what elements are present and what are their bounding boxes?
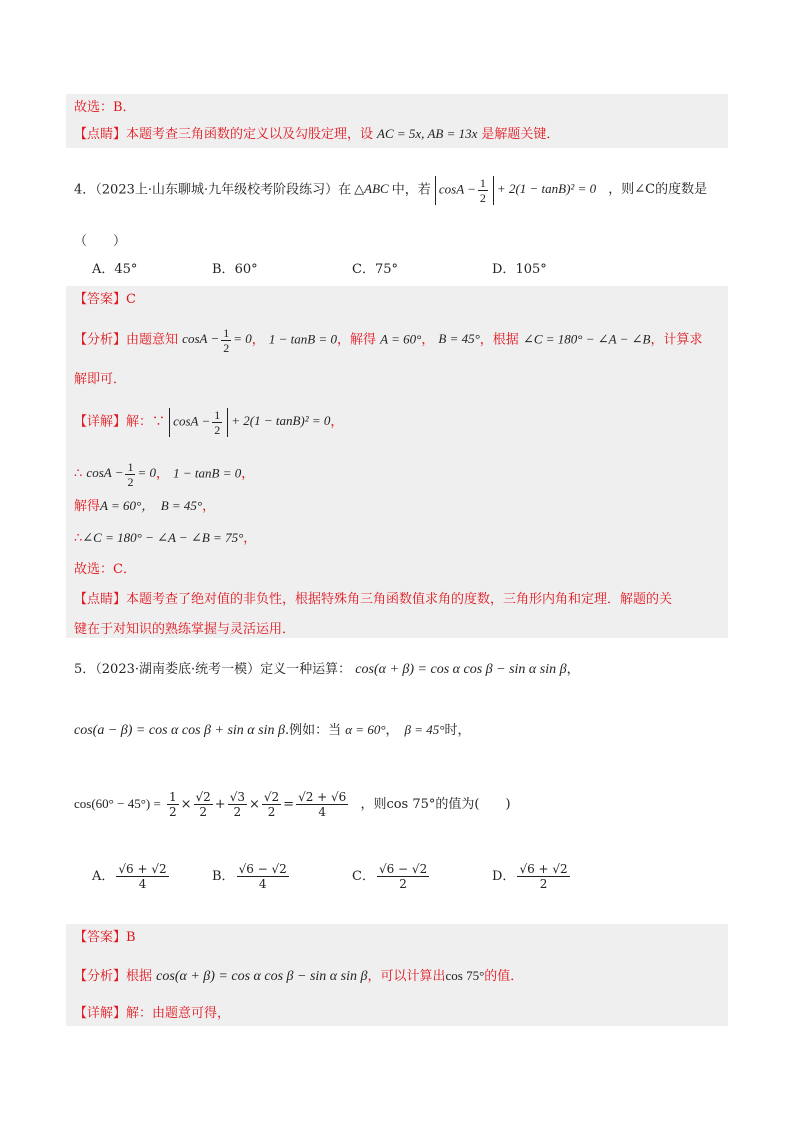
q5-option-c: C． $\frac{√6 - √2}{2}$ xyxy=(352,862,428,891)
q4-step4: ∴∠C = 180° − ∠A − ∠B = 75°， xyxy=(74,530,257,546)
q4-guxuan: 故选：C． xyxy=(74,562,136,577)
q5-xiangjie: 【详解】解：由题意可得， xyxy=(74,1006,231,1021)
q4-option-b: B．60° xyxy=(212,262,258,277)
q4-dianjing: 【点睛】本题考查了绝对值的非负性，根据特殊角三角函数值求角的度数，三角形内角和定理．解题的关 xyxy=(74,592,673,607)
top-guxuan: 故选：B． xyxy=(74,100,136,115)
q5-answer: 【答案】B xyxy=(74,930,136,945)
q4-answer: 【答案】C xyxy=(74,292,136,307)
q4-step2: ∴ cosA − $\frac{1}{2}$ = 0， 1 − tanB = 0， xyxy=(74,460,255,489)
q4-fenxi: 【分析】由题意知 cosA − $\frac{1}{2}$ = 0， 1 − tanB = 0，解得 A = 60°， B = 45°，根据 ∠C = 180° − ∠A − ∠B，计算求 xyxy=(74,326,703,355)
q4-option-d: D．105° xyxy=(492,262,547,277)
q4-paren: （ ） xyxy=(74,234,127,249)
q5-def2: cos(a − β) = cos α cos β + sin α sin β.例如：当 α = 60°， β = 45°时， xyxy=(74,722,471,738)
q4-option-a: A．45° xyxy=(92,262,138,277)
q5-stem: 5．（2023·湖南娄底·统考一模）定义一种运算： cos(α + β) = cos α cos β − sin α sin β， xyxy=(74,662,580,677)
q4-stem: 4．（2023上·山东聊城·九年级校考阶段练习）在 △ABC 中，若 cosA − $\frac{1}{2}$ + 2(1 − tanB)² = 0 ，则∠C的度数是 xyxy=(74,176,708,205)
top-dianjing: 【点睛】本题考查三角函数的定义以及勾股定理，设 AC = 5x, AB = 13x 是解题关键． xyxy=(74,126,560,142)
q5-option-d: D． $\frac{√6 + √2}{2}$ xyxy=(492,862,568,891)
q4-abs-expression: cosA − $\frac{1}{2}$ xyxy=(435,176,494,205)
q5-option-a: A． $\frac{√6 + √2}{4}$ xyxy=(92,862,167,891)
q4-step3: 解得A = 60°， B = 45°， xyxy=(74,498,216,514)
q5-option-b: B． $\frac{√6 - √2}{4}$ xyxy=(212,862,287,891)
q5-example-calc: cos(60° − 45°) = $\frac{1}{2}$ × $\frac{√2}{2}$ + $\frac{√3}{2}$ × $\frac{√2}{2}$ = $\frac{√2 + √6}{4}$ ，则cos 75°的值为( ) xyxy=(74,790,511,819)
q4-fenxi-cont: 解即可． xyxy=(74,372,127,387)
q5-fenxi: 【分析】根据 cos(α + β) = cos α cos β − sin α sin β，可以计算出cos 75°的值． xyxy=(74,968,524,984)
q4-dianjing-cont: 键在于对知识的熟练掌握与灵活运用． xyxy=(74,622,296,637)
q4-option-c: C．75° xyxy=(352,262,398,277)
q4-xiangjie: 【详解】解：∵ cosA − $\frac{1}{2}$ + 2(1 − tanB)² = 0， xyxy=(74,408,344,437)
